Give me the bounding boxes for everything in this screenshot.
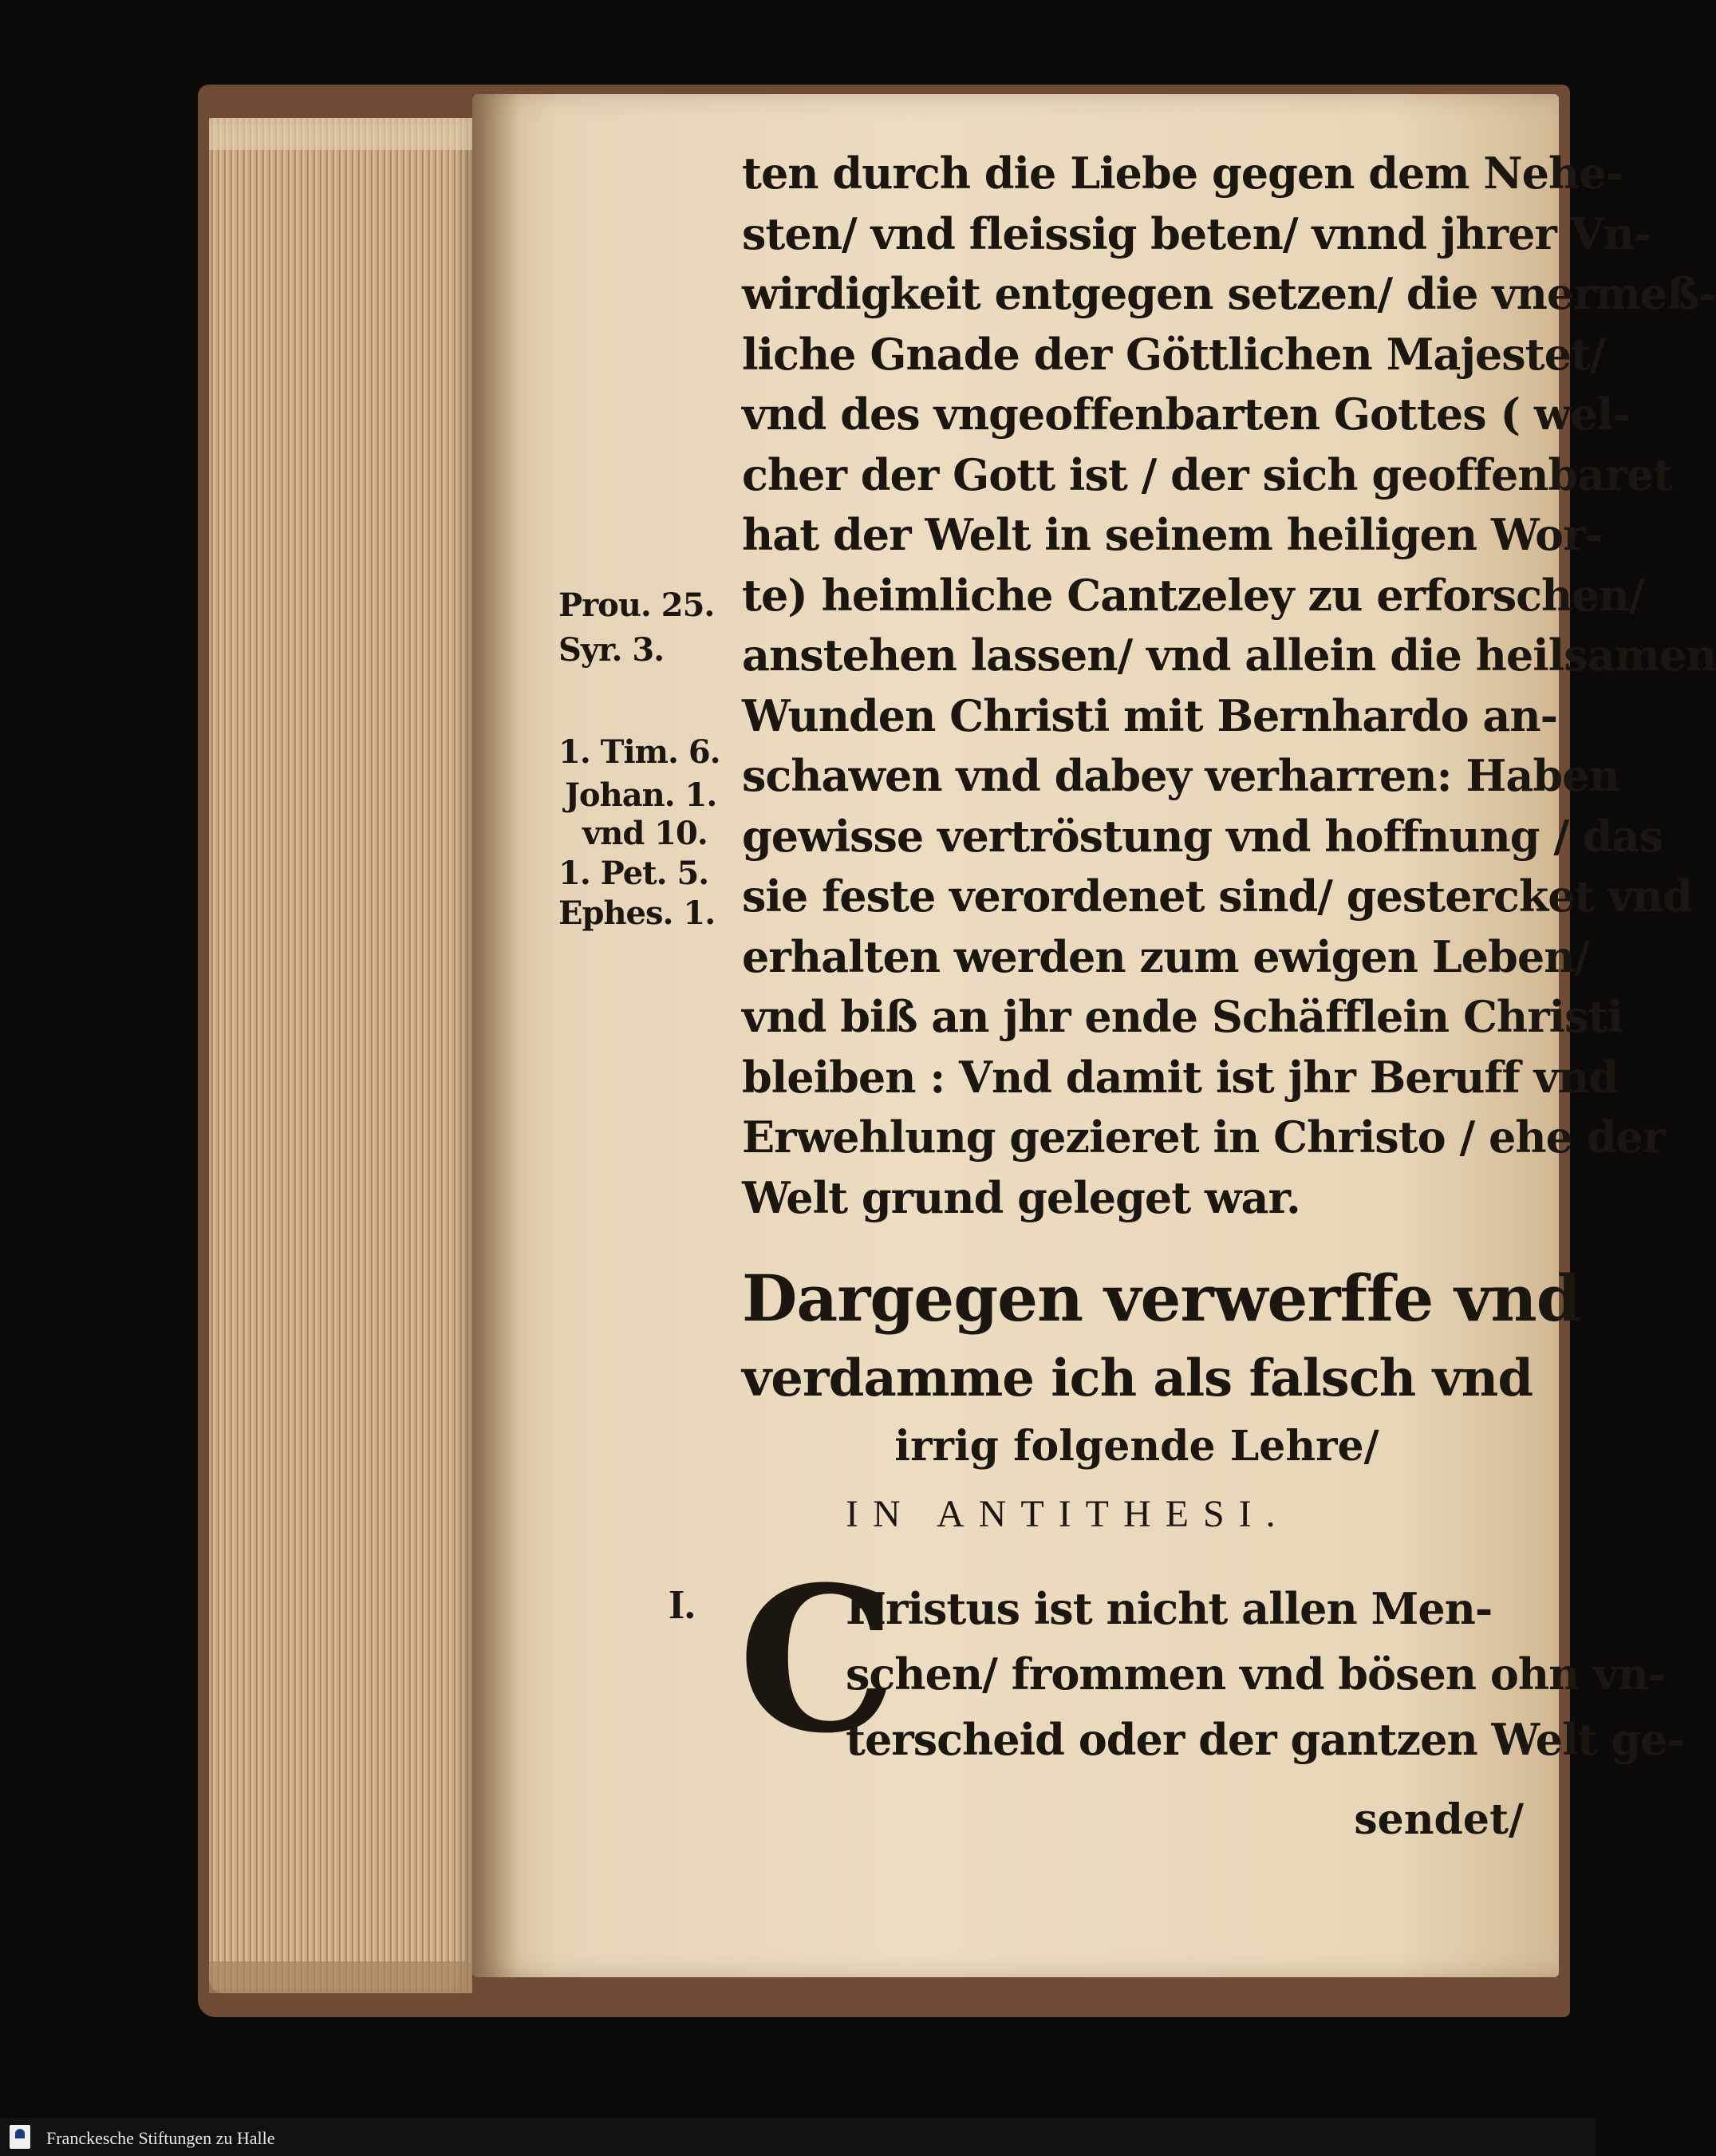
marginal-note: Syr. 3. <box>558 631 665 669</box>
marginal-note: 1. Tim. 6. <box>558 733 720 771</box>
text-line: hat der Welt in seinem heiligen Wor- <box>742 509 1603 560</box>
text-line: wirdigkeit entgegen setzen/ die vnermeß- <box>742 268 1716 319</box>
text-line: gewisse vertröstung vnd hoffnung / das <box>742 810 1663 862</box>
text-line: Hristus ist nicht allen Men- <box>846 1583 1493 1634</box>
marginal-note: Prou. 25. <box>558 586 715 624</box>
body-text <box>742 144 1716 1228</box>
text-line: liche Gnade der Göttlichen Majestet/ <box>742 328 1605 380</box>
text-line: schen/ frommen vnd bösen ohn vn- <box>846 1649 1666 1700</box>
marginal-note: Ephes. 1. <box>558 894 716 932</box>
text-line: sie feste verordenet sind/ gestercket vnd <box>742 871 1692 922</box>
marginal-note: 1. Pet. 5. <box>558 855 709 892</box>
page-edges <box>209 118 472 1993</box>
section-text <box>846 1576 1684 1772</box>
text-line: anstehen lassen/ vnd allein die heilsamen <box>742 630 1716 681</box>
text-line: Erwehlung gezieret in Christo / ehe der <box>742 1112 1665 1163</box>
footer-credit: Franckesche Stiftungen zu Halle <box>46 2128 275 2148</box>
page-edges-bottom <box>209 1961 472 1993</box>
text-line: schawen vnd dabey verharren: Haben <box>742 750 1619 801</box>
footer-bar <box>0 2118 1596 2156</box>
text-line: bleiben : Vnd damit ist jhr Beruff vnd <box>742 1051 1618 1103</box>
section-number: I. <box>669 1582 696 1628</box>
text-line: te) heimliche Cantzeley zu erforschen/ <box>742 569 1644 621</box>
antithesi-caption: IN ANTITHESI. <box>846 1493 1290 1535</box>
section-heading-line2: verdamme ich als falsch vnd <box>742 1348 1533 1408</box>
marginal-note: vnd 10. <box>582 815 708 852</box>
text-line: vnd biß an jhr ende Schäfflein Christi <box>742 991 1623 1042</box>
institution-logo-icon <box>10 2125 30 2149</box>
text-line: Wunden Christi mit Bernhardo an- <box>742 689 1558 741</box>
text-line: ten durch die Liebe gegen dem Nehe- <box>742 148 1623 199</box>
text-line: cher der Gott ist / der sich geoffenbaret <box>742 448 1673 500</box>
text-line: Welt grund geleget war. <box>742 1171 1300 1223</box>
text-line: erhalten werden zum ewigen Leben/ <box>742 930 1590 982</box>
drop-cap: C <box>738 1542 897 1777</box>
text-line: terscheid oder der gantzen Welt ge- <box>846 1714 1684 1765</box>
catchword: sendet/ <box>1354 1795 1524 1844</box>
page-edges-top <box>209 118 472 150</box>
text-line: vnd des vngeoffenbarten Gottes ( wel- <box>742 389 1630 440</box>
section-heading: Dargegen verwerffe vnd <box>742 1261 1580 1336</box>
gutter-shadow <box>472 94 520 1977</box>
section-heading-line3: irrig folgende Lehre/ <box>894 1422 1379 1471</box>
text-line: sten/ vnd fleissig beten/ vnnd jhrer Vn- <box>742 207 1651 259</box>
marginal-note: Johan. 1. <box>565 776 717 814</box>
